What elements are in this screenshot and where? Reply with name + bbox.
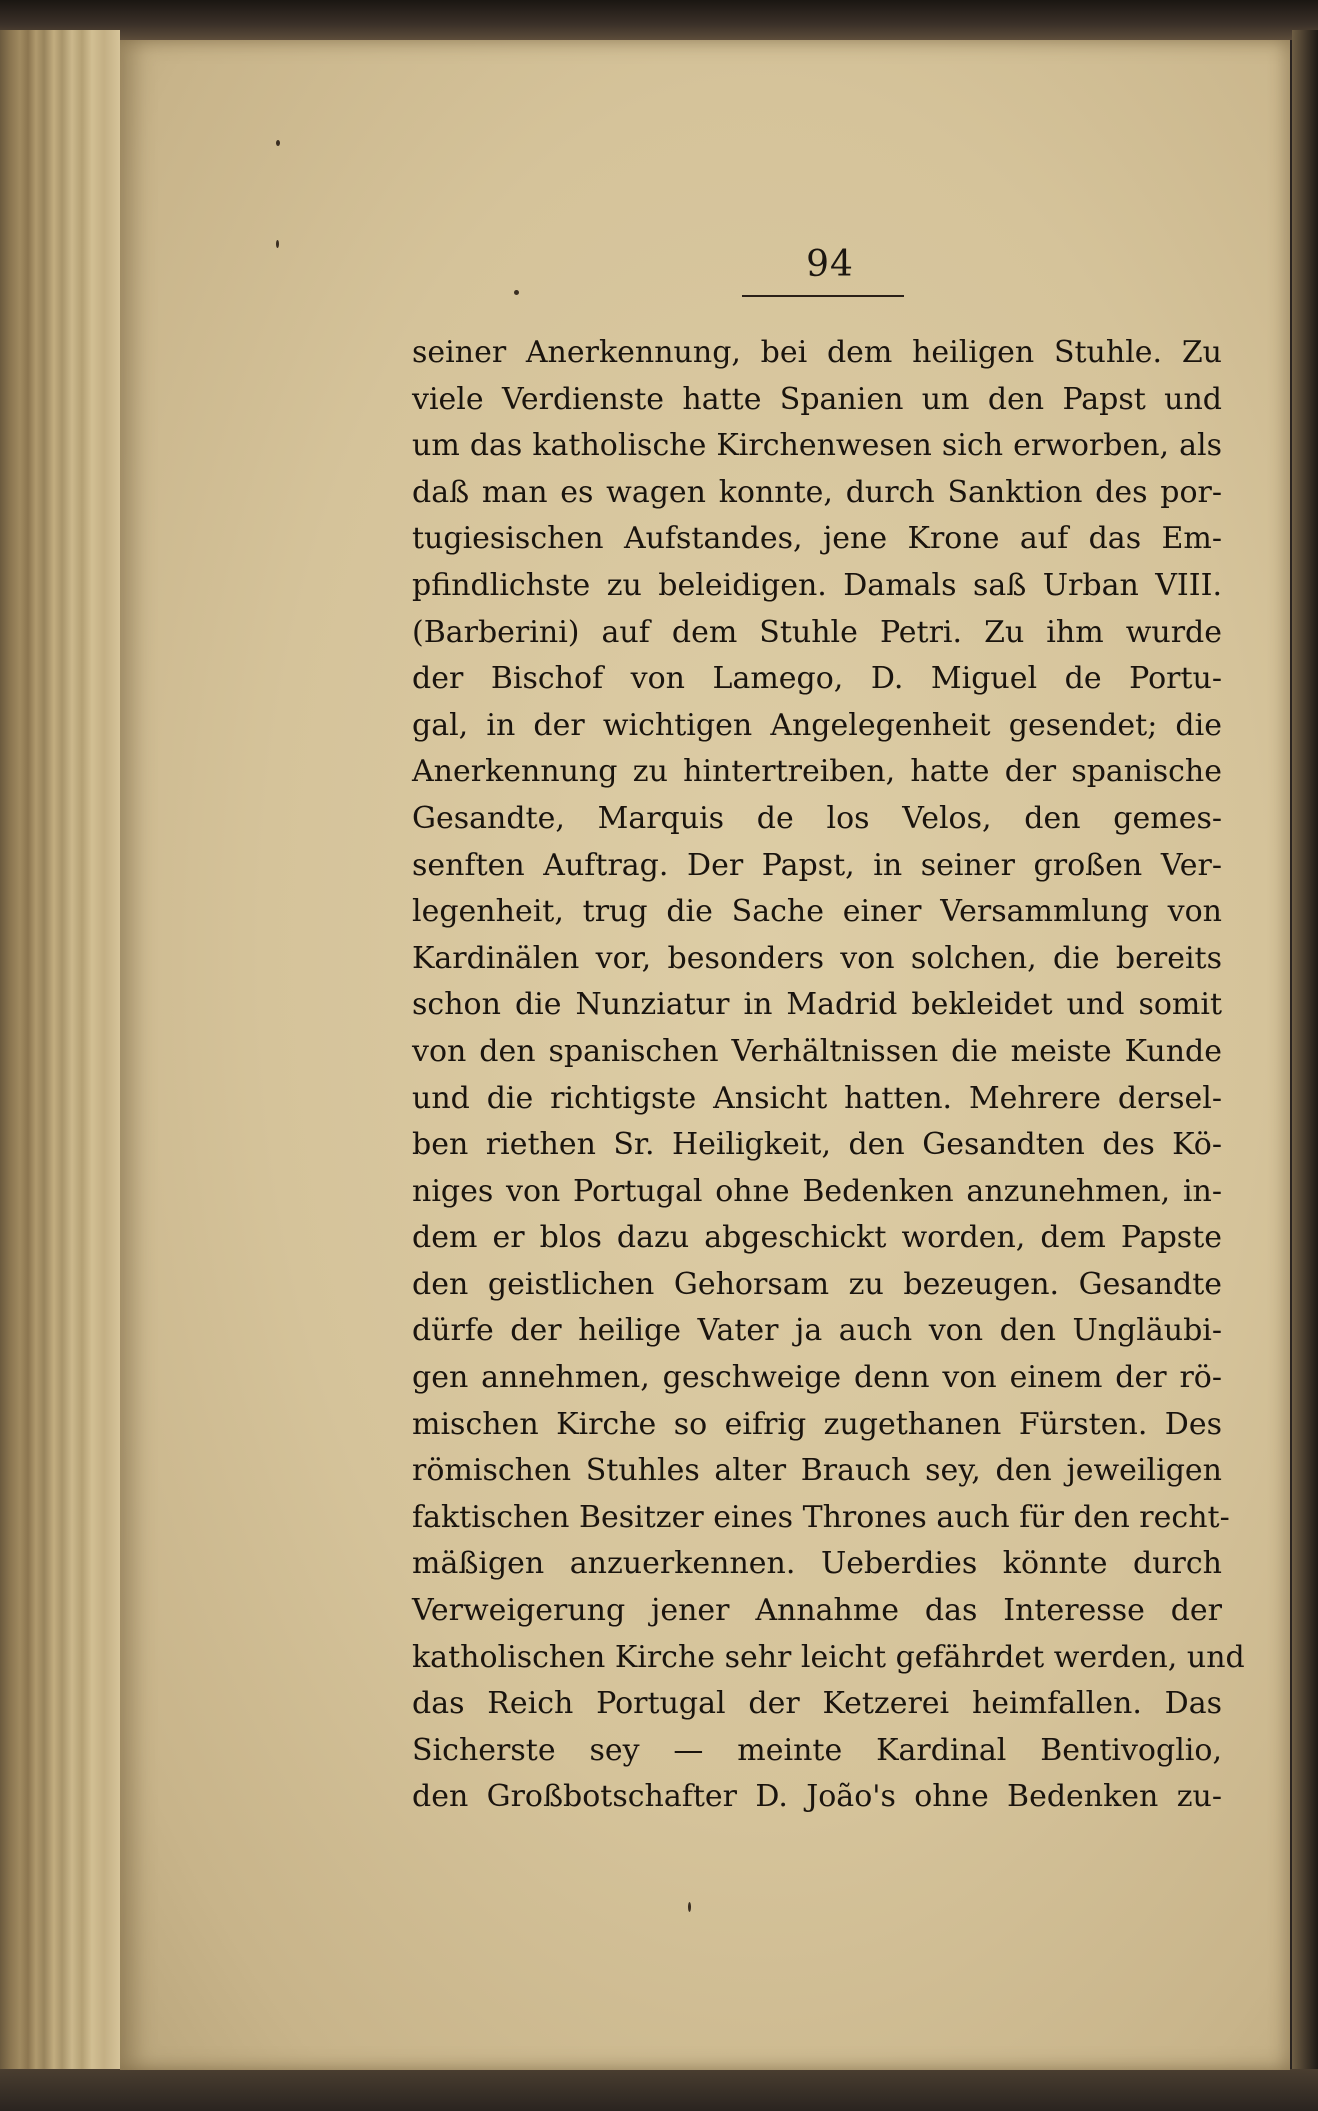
paper-speck [514,290,519,295]
text-line: den Großbotschafter D. João's ohne Bedenken zu- [412,1779,1222,1815]
text-line: (Barberini) auf dem Stuhle Petri. Zu ihm wurde [412,614,1222,650]
text-line: senften Auftrag. Der Papst, in seiner großen Ver- [412,847,1222,883]
text-line: Verweigerung jener Annahme das Interesse der [412,1593,1222,1629]
text-line: tugiesischen Aufstandes, jene Krone auf das Em- [412,521,1222,557]
page-number: 94 [806,244,854,285]
book-bottom-edge [0,2069,1318,2111]
book-top-edge [0,0,1318,40]
text-line: gal, in der wichtigen Angelegenheit gesendet; die [412,707,1222,743]
text-line: das Reich Portugal der Ketzerei heimfallen. Das [412,1686,1222,1722]
text-line: dem er blos dazu abgeschickt worden, dem Papste [412,1220,1222,1256]
text-line: den geistlichen Gehorsam zu bezeugen. Gesandte [412,1266,1222,1302]
book-right-edge [1292,30,1318,2111]
text-line: ben riethen Sr. Heiligkeit, den Gesandten des Kö- [412,1127,1222,1163]
header-rule [742,295,904,297]
text-line: Kardinälen vor, besonders von solchen, die bereits [412,940,1222,976]
body-text [412,330,1245,1821]
text-line: um das katholische Kirchenwesen sich erworben, als [412,428,1222,464]
text-line: legenheit, trug die Sache einer Versammlung von [412,894,1222,930]
text-line: schon die Nunziatur in Madrid bekleidet und somit [412,987,1222,1023]
paper-speck [276,140,280,146]
text-line: gen annehmen, geschweige denn von einem der rö- [412,1360,1222,1396]
paper-speck [688,1902,691,1912]
text-line: mischen Kirche so eifrig zugethanen Fürsten. Des [412,1406,1222,1442]
text-line: und die richtigste Ansicht hatten. Mehrere dersel- [412,1080,1222,1116]
text-line: pfindlichste zu beleidigen. Damals saß Urban VIII. [412,567,1222,603]
text-line: daß man es wagen konnte, durch Sanktion des por- [412,474,1222,510]
text-line: viele Verdienste hatte Spanien um den Papst und [412,381,1222,417]
text-line: seiner Anerkennung, bei dem heiligen Stuhle. Zu [412,335,1222,370]
text-line: Gesandte, Marquis de los Velos, den gemes- [412,800,1222,836]
paper-speck [276,240,279,248]
text-line: katholischen Kirche sehr leicht gefährdet werden, und [412,1639,1245,1675]
text-line: niges von Portugal ohne Bedenken anzunehmen, in- [412,1173,1222,1209]
text-line: dürfe der heilige Vater ja auch von den Ungläubi- [412,1313,1222,1349]
text-line: Sicherste sey — meinte Kardinal Bentivoglio, [412,1732,1222,1768]
text-line: mäßigen anzuerkennen. Ueberdies könnte durch [412,1546,1222,1582]
text-line: Anerkennung zu hintertreiben, hatte der spanische [412,754,1222,790]
text-line: römischen Stuhles alter Brauch sey, den jeweiligen [412,1453,1222,1489]
text-line: der Bischof von Lamego, D. Miguel de Portu- [412,661,1222,697]
text-line: von den spanischen Verhältnissen die meiste Kunde [412,1033,1222,1069]
book-page-edges [0,30,120,2111]
text-line: faktischen Besitzer eines Thrones auch für den recht- [412,1499,1230,1535]
